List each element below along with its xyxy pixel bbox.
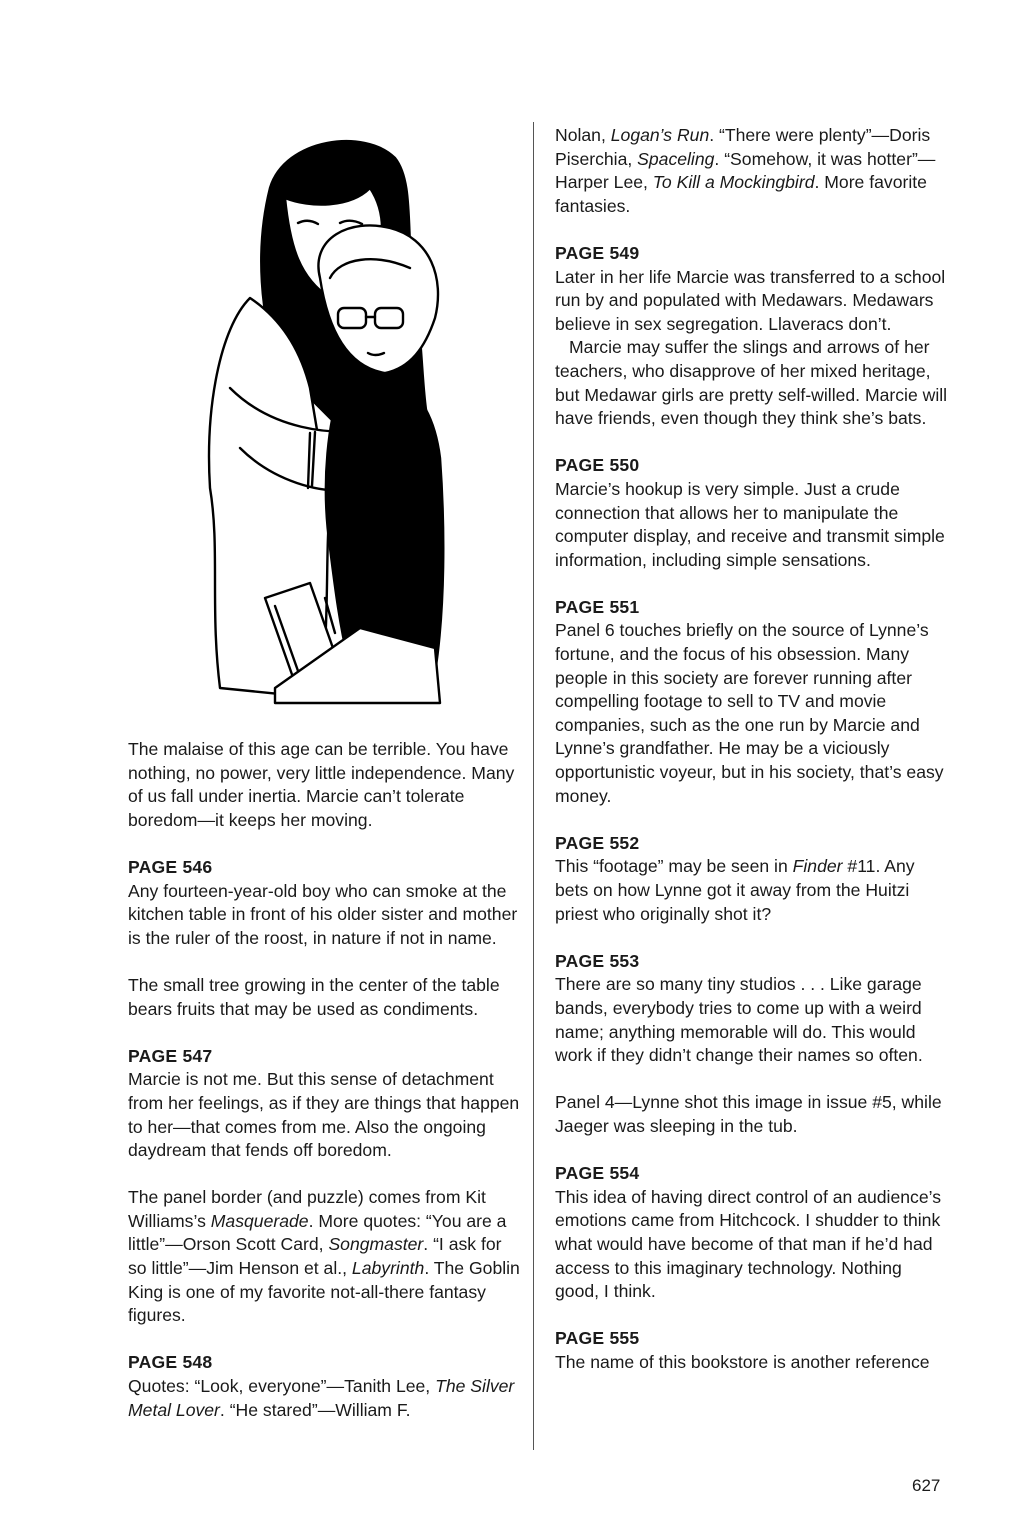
page-546-heading: PAGE 546 <box>128 856 213 877</box>
page-554-text: This idea of having direct control of an audience’s emotions came from Hitchcock. I shudder to think what would have become of that man if he’d had access to this imaginary technology. Nothing good, I think. <box>555 1186 941 1302</box>
title-to-kill-a-mockingbird: To Kill a Mockingbird <box>652 172 815 193</box>
page-553-extra <box>555 1091 950 1138</box>
short-girl-body <box>326 383 443 673</box>
text-run: The panel border (and puzzle) comes from Kit Williams’s <box>128 1187 486 1231</box>
page-552-text <box>555 855 950 926</box>
page-553-extra-text: Panel 4—Lynne shot this image in issue #5, while Jaeger was sleeping in the tub. <box>555 1092 942 1136</box>
page-547-extra <box>128 1186 520 1328</box>
page-547-extra-text <box>128 1186 520 1328</box>
page-547-text: Marcie is not me. But this sense of detachment from her feelings, as if they are things that happen to her—that comes from me. Also the ongoing daydream that fends off boredom. <box>128 1069 520 1161</box>
page-551-note <box>555 596 950 808</box>
intro-paragraph <box>128 738 520 832</box>
page-549-text-2: Marcie may suffer the slings and arrows of her teachers, who disapprove of her mixed heritage, but Medawar girls are pretty self-willed. Marcie will have friends, even though they think she’s bats. <box>555 337 948 429</box>
text-run: . More quotes: “You are a little”—Orson Scott Card, <box>128 1210 507 1255</box>
page-546-extra-text: The small tree growing in the center of the table bears fruits that may be used as condiments. <box>128 974 500 1019</box>
page-553-heading: PAGE 553 <box>555 950 640 971</box>
text-run: Nolan, <box>555 125 611 145</box>
title-songmaster: Songmaster <box>328 1234 424 1255</box>
page-number: 627 <box>912 1476 941 1495</box>
page-548-continued <box>555 124 950 218</box>
page-548-heading: PAGE 548 <box>128 1352 213 1373</box>
title-silver-metal-lover: The Silver Metal Lover <box>128 1376 515 1420</box>
page-549-text: Later in her life Marcie was transferred to a school run by and populated with Medawars. Medawars believe in sex segregation. Llaveracs don’t. <box>555 266 946 334</box>
page-553-note <box>555 950 950 1068</box>
page-552-heading: PAGE 552 <box>555 832 640 853</box>
title-spaceling: Spaceling <box>637 148 715 169</box>
title-labyrinth: Labyrinth <box>351 1258 425 1279</box>
right-column <box>555 124 950 1398</box>
page-546-note <box>128 856 520 950</box>
text-run: #11. Any bets on how Lynne got it away from the Huitzi priest who originally shot it? <box>555 856 915 924</box>
title-finder: Finder <box>792 856 843 877</box>
page-548-continued-text <box>555 124 950 218</box>
page-554-heading: PAGE 554 <box>555 1163 640 1184</box>
title-logans-run: Logan’s Run <box>610 125 710 145</box>
page-550-text: Marcie’s hookup is very simple. Just a crude connection that allows her to manipulate the computer display, and receive and transmit simple information, including simple sensations. <box>555 478 945 570</box>
page-546-extra <box>128 974 520 1021</box>
page-546-text: Any fourteen-year-old boy who can smoke at the kitchen table in front of his older sister and mother is the ruler of the roost, in nature if not in name. <box>128 880 518 948</box>
page-548-text <box>128 1375 520 1422</box>
page-549-heading: PAGE 549 <box>555 242 640 263</box>
text-run: . “He stared”—William F. <box>219 1399 411 1420</box>
text-run: . “Somehow, it was hotter”—Harper Lee, <box>555 148 936 193</box>
page-553-text: There are so many tiny studios . . . Like garage bands, everybody tries to come up with a weird name; anything memorable will do. This would work if they didn’t change their names so often. <box>555 974 923 1066</box>
page-555-heading: PAGE 555 <box>555 1328 640 1349</box>
left-column <box>128 738 520 1446</box>
page-554-note <box>555 1162 950 1304</box>
text-run: . More favorite fantasies. <box>555 172 927 216</box>
page-555-note <box>555 1327 950 1374</box>
text-run: . The Goblin King is one of my favorite not-all-there fantasy figures. <box>128 1258 520 1326</box>
text-run: . “There were plenty”—Doris Piserchia, <box>555 125 931 169</box>
intro-text: The malaise of this age can be terrible. You have nothing, no power, very little independence. Many of us fall under inertia. Marcie can’t tolerate boredom—it keeps her moving. <box>128 739 515 830</box>
two-girls-embrace-illustration <box>190 128 460 708</box>
page-550-note <box>555 454 950 572</box>
page-549-note <box>555 242 950 431</box>
page-550-heading: PAGE 550 <box>555 455 640 476</box>
page-548-note <box>128 1351 520 1422</box>
title-masquerade: Masquerade <box>210 1210 309 1231</box>
text-run: This “footage” may be seen in <box>555 856 793 877</box>
page-547-heading: PAGE 547 <box>128 1045 213 1066</box>
text-run: Quotes: “Look, everyone”—Tanith Lee, <box>128 1376 436 1397</box>
column-divider <box>533 122 534 1450</box>
text-run: . “I ask for so little”—Jim Henson et al., <box>128 1234 502 1279</box>
page-555-text: The name of this bookstore is another reference <box>555 1351 930 1372</box>
page-551-heading: PAGE 551 <box>555 596 640 617</box>
page-552-note <box>555 832 950 926</box>
page-547-note <box>128 1045 520 1163</box>
page-551-text: Panel 6 touches briefly on the source of Lynne’s fortune, and the focus of his obsession. Many people in this society are forever running after compelling footage to sell to TV and movie companies, such as the one run by Marcie and Lynne’s grandfather. He may be a viciously opportunistic voyeur, but in his society, that’s easy money. <box>555 620 944 806</box>
